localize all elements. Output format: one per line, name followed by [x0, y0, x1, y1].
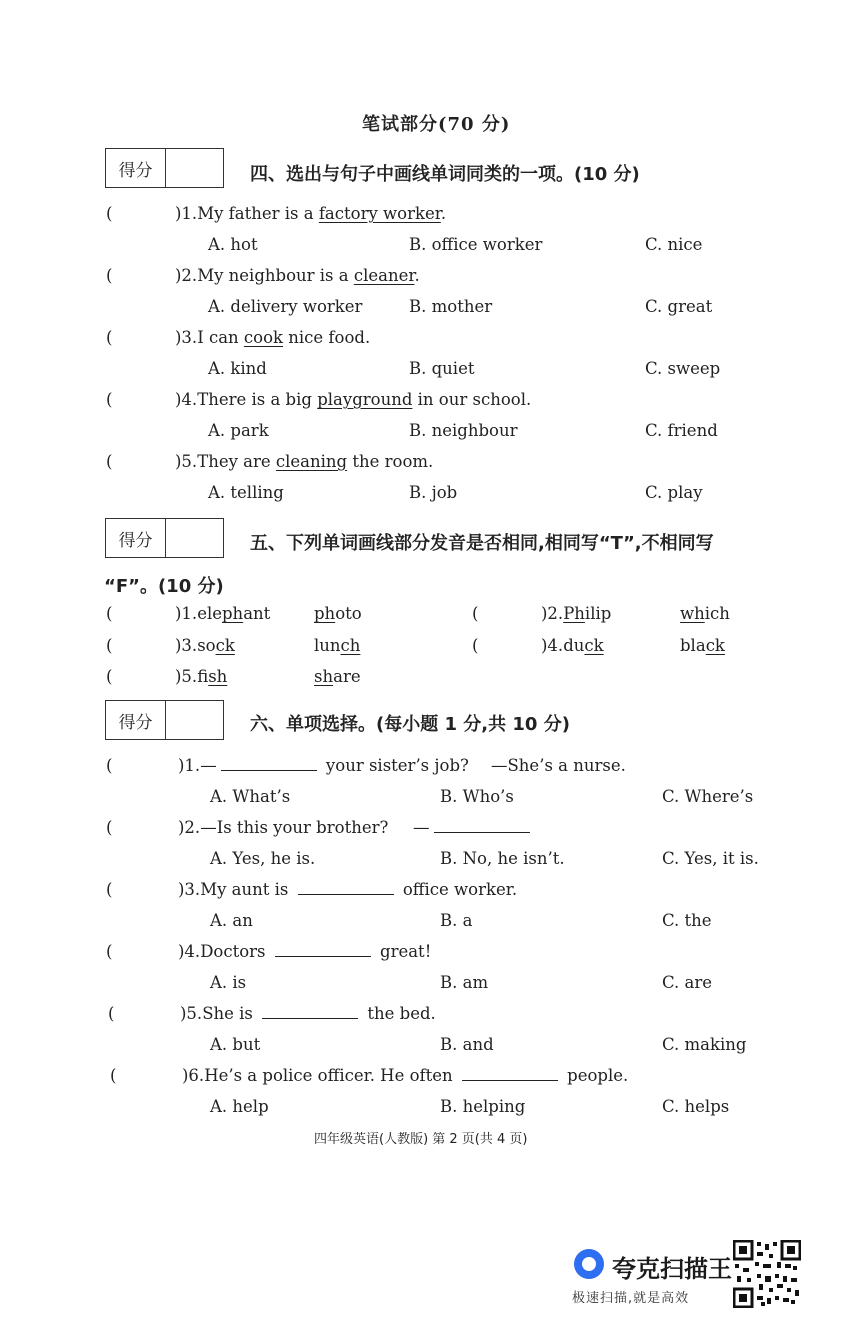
answer-paren-open[interactable]: ( — [106, 204, 113, 223]
option-c[interactable]: C. nice — [645, 235, 703, 254]
stem-text: She is — [202, 1004, 259, 1023]
word-1 — [541, 636, 604, 655]
answer-paren-open[interactable]: ( — [108, 1004, 115, 1023]
stem-text: My aunt is — [200, 880, 294, 899]
answer-paren-open[interactable]: ( — [472, 604, 479, 623]
underlined-word: cleaning — [275, 452, 348, 471]
score-label: 得分 — [106, 701, 166, 739]
stem-text: office worker. — [397, 880, 518, 899]
answer-paren-open[interactable]: ( — [106, 818, 113, 837]
score-cell[interactable] — [166, 519, 223, 557]
option-b[interactable]: B. neighbour — [409, 421, 518, 440]
stem-text: My neighbour is a — [197, 266, 354, 285]
question-number: )1. — [178, 756, 201, 775]
word-2 — [314, 667, 361, 686]
word-part: lun — [314, 636, 341, 655]
answer-paren-open[interactable]: ( — [106, 390, 113, 409]
option-b[interactable]: B. No, he isn’t. — [440, 849, 565, 868]
underlined-letters: ph — [314, 604, 336, 623]
option-a[interactable]: A. Yes, he is. — [210, 849, 316, 868]
option-a[interactable]: A. telling — [208, 483, 284, 502]
answer-hint: —She’s a nurse. — [491, 756, 626, 775]
question-stem — [178, 818, 388, 837]
word-part: are — [333, 667, 361, 686]
answer-paren-open[interactable]: ( — [110, 1066, 117, 1085]
option-a[interactable]: A. kind — [208, 359, 267, 378]
option-a[interactable]: A. an — [210, 911, 253, 930]
question-number: )1. — [175, 204, 198, 223]
answer-blank[interactable] — [298, 880, 394, 895]
stem-text: He’s a police officer. He often — [204, 1066, 458, 1085]
option-a[interactable]: A. help — [210, 1097, 269, 1116]
question-stem — [175, 390, 531, 409]
word-part: du — [563, 636, 585, 655]
question-number: )6. — [182, 1066, 205, 1085]
word-part: ich — [704, 604, 730, 623]
option-c[interactable]: C. helps — [662, 1097, 730, 1116]
underlined-letters: ph — [222, 604, 244, 623]
option-b[interactable]: B. a — [440, 911, 473, 930]
underlined-letters: wh — [680, 604, 705, 623]
stem-text: They are — [197, 452, 276, 471]
option-c[interactable]: C. great — [645, 297, 713, 316]
word-part: bla — [680, 636, 706, 655]
option-b[interactable]: B. Who’s — [440, 787, 514, 806]
question-stem — [175, 266, 420, 285]
word-part: ant — [243, 604, 271, 623]
underlined-letters: ch — [340, 636, 361, 655]
question-number: )3. — [178, 880, 201, 899]
answer-hint — [413, 818, 534, 837]
question-number: )5. — [175, 667, 198, 686]
page-footer: 四年级英语(人教版) 第 2 页(共 4 页) — [314, 1132, 528, 1147]
word-part: oto — [335, 604, 362, 623]
answer-blank[interactable] — [262, 1004, 358, 1019]
underlined-letters: ck — [705, 636, 725, 655]
answer-paren-open[interactable]: ( — [106, 880, 113, 899]
stem-text: . — [440, 204, 447, 223]
word-2 — [314, 636, 360, 655]
underlined-letters: sh — [314, 667, 334, 686]
underlined-letters: Ph — [563, 604, 585, 623]
dash: — — [413, 818, 430, 837]
section5-title-line1: 五、下列单词画线部分发音是否相同,相同写“T”,不相同写 — [250, 533, 714, 554]
underlined-letters: ck — [584, 636, 604, 655]
stem-text: great! — [374, 942, 432, 961]
answer-paren-open[interactable]: ( — [106, 452, 113, 471]
option-c[interactable]: C. sweep — [645, 359, 721, 378]
option-a[interactable]: A. park — [208, 421, 269, 440]
answer-paren-open[interactable]: ( — [106, 942, 113, 961]
answer-paren-open[interactable]: ( — [472, 636, 479, 655]
stem-text: I can — [197, 328, 244, 347]
word-1 — [541, 604, 611, 623]
answer-blank[interactable] — [275, 942, 371, 957]
answer-blank[interactable] — [221, 756, 317, 771]
watermark-slogan: 极速扫描,就是高效 — [572, 1291, 690, 1306]
option-a[interactable]: A. but — [210, 1035, 261, 1054]
page-title: 笔试部分(70 分) — [362, 114, 511, 135]
option-c[interactable]: C. making — [662, 1035, 747, 1054]
question-number: )2. — [178, 818, 201, 837]
answer-blank[interactable] — [462, 1066, 558, 1081]
option-b[interactable]: B. office worker — [409, 235, 543, 254]
option-b[interactable]: B. and — [440, 1035, 494, 1054]
answer-blank[interactable] — [434, 818, 530, 833]
question-stem — [175, 452, 433, 471]
stem-text: in our school. — [412, 390, 532, 409]
question-number: )2. — [541, 604, 564, 623]
word-1 — [175, 604, 270, 623]
underlined-letters: sh — [208, 667, 228, 686]
word-part: ilip — [584, 604, 612, 623]
option-c[interactable]: C. Yes, it is. — [662, 849, 759, 868]
question-stem — [178, 756, 469, 775]
question-number: )1. — [175, 604, 198, 623]
word-part: fi — [197, 667, 209, 686]
option-b[interactable]: B. job — [409, 483, 458, 502]
underlined-word: cook — [243, 328, 284, 347]
section6-title: 六、单项选择。(每小题 1 分,共 10 分) — [250, 714, 570, 735]
stem-text: the bed. — [362, 1004, 436, 1023]
question-number: )5. — [180, 1004, 203, 1023]
question-number: )5. — [175, 452, 198, 471]
option-a[interactable]: A. hot — [208, 235, 258, 254]
question-number: )4. — [175, 390, 198, 409]
score-box — [105, 518, 224, 558]
question-stem — [178, 942, 431, 961]
option-b[interactable]: B. helping — [440, 1097, 526, 1116]
section4-title: 四、选出与句子中画线单词同类的一项。(10 分) — [250, 164, 640, 185]
option-c[interactable]: C. play — [645, 483, 703, 502]
section5-title-line2: “F”。(10 分) — [104, 576, 224, 597]
option-b[interactable]: B. mother — [409, 297, 493, 316]
stem-text: My father is a — [197, 204, 319, 223]
answer-paren-open[interactable]: ( — [106, 266, 113, 285]
question-number: )4. — [541, 636, 564, 655]
stem-text: nice food. — [283, 328, 371, 347]
answer-paren-open[interactable]: ( — [106, 756, 113, 775]
question-number: )2. — [175, 266, 198, 285]
score-label: 得分 — [106, 149, 166, 187]
option-c[interactable]: C. friend — [645, 421, 718, 440]
option-a[interactable]: A. is — [210, 973, 247, 992]
stem-text: your sister’s job? — [320, 756, 469, 775]
qr-code-icon — [733, 1240, 801, 1308]
question-number: )3. — [175, 636, 198, 655]
word-2 — [680, 636, 725, 655]
question-stem — [175, 204, 446, 223]
underlined-word: cleaner — [353, 266, 415, 285]
word-part: so — [197, 636, 216, 655]
option-c[interactable]: C. Where’s — [662, 787, 754, 806]
word-2 — [314, 604, 362, 623]
underlined-letters: ck — [215, 636, 235, 655]
stem-text: the room. — [347, 452, 434, 471]
underlined-word: factory worker — [318, 204, 441, 223]
question-stem — [178, 880, 517, 899]
score-label: 得分 — [106, 519, 166, 557]
stem-text: people. — [561, 1066, 629, 1085]
option-b[interactable]: B. quiet — [409, 359, 475, 378]
score-cell[interactable] — [166, 701, 223, 739]
word-1 — [175, 667, 227, 686]
answer-paren-open[interactable]: ( — [106, 636, 113, 655]
word-2 — [680, 604, 730, 623]
stem-text: —Is this your brother? — [200, 818, 389, 837]
word-1 — [175, 636, 235, 655]
question-stem — [182, 1066, 628, 1085]
option-c[interactable]: C. are — [662, 973, 713, 992]
question-number: )4. — [178, 942, 201, 961]
word-part: ele — [197, 604, 222, 623]
answer-paren-open[interactable]: ( — [106, 667, 113, 686]
option-a[interactable]: A. What’s — [210, 787, 291, 806]
question-stem — [175, 328, 370, 347]
stem-text: There is a big — [197, 390, 318, 409]
option-a[interactable]: A. delivery worker — [208, 297, 363, 316]
underlined-word: playground — [317, 390, 413, 409]
stem-text: . — [414, 266, 420, 285]
quark-logo-icon — [574, 1249, 604, 1279]
option-c[interactable]: C. the — [662, 911, 712, 930]
watermark-brand: 夸克扫描王 — [612, 1255, 732, 1283]
answer-paren-open[interactable]: ( — [106, 328, 113, 347]
score-box — [105, 700, 224, 740]
stem-text: Doctors — [200, 942, 271, 961]
question-number: )3. — [175, 328, 198, 347]
score-box — [105, 148, 224, 188]
score-cell[interactable] — [166, 149, 223, 187]
option-b[interactable]: B. am — [440, 973, 489, 992]
answer-paren-open[interactable]: ( — [106, 604, 113, 623]
stem-text: — — [200, 756, 217, 775]
question-stem — [180, 1004, 436, 1023]
